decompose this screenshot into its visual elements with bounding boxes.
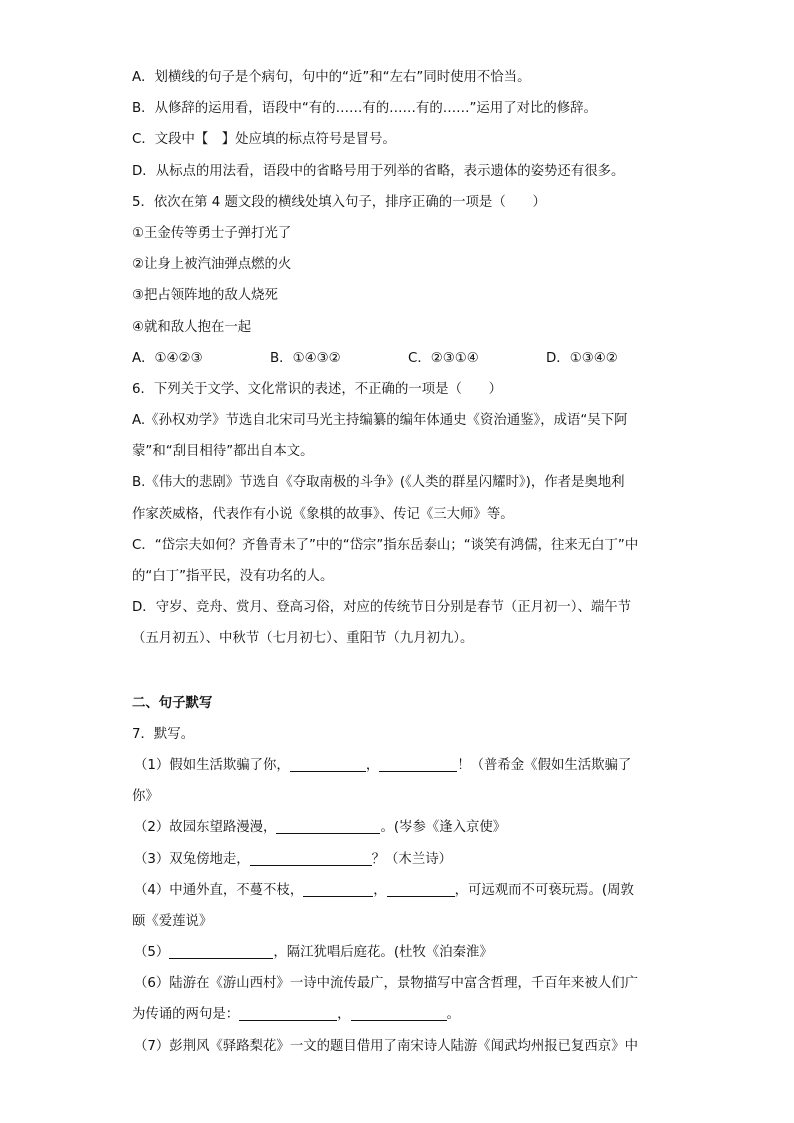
answer-blank[interactable] (276, 817, 380, 834)
q6-option-a-line2: 蒙”和“刮目相待”都出自本文。 (132, 444, 314, 460)
q7-s2-prefix: （2）故园东望路漫漫， (134, 820, 277, 836)
q5-option-d: D．①③④② (546, 350, 618, 366)
q5-item-2: ②让身上被汽油弹点燃的火 (132, 257, 292, 273)
q7-sentence-1-cont: 你》 (132, 789, 159, 805)
q6-option-d-line1: D．守岁、竞舟、赏月、登高习俗，对应的传统节日分别是春节（正月初一）、端午节 (132, 600, 632, 616)
q4-option-c: C．文段中【 】处应填的标点符号是冒号。 (132, 132, 396, 148)
q6-option-a-line1: A.《孙权劝学》节选自北宋司马光主持编纂的编年体通史《资治通鉴》，成语“吴下阿 (132, 413, 628, 429)
answer-blank[interactable] (351, 1004, 447, 1021)
q7-sentence-3 (132, 844, 662, 875)
answer-blank[interactable] (290, 755, 366, 772)
q7-sentence-6-line1: （6）陆游在《游山西村》一诗中流传最广，景物描写中富含哲理，千百年来被人们广 (134, 976, 638, 992)
q7-sentence-4 (132, 875, 662, 906)
q7-s6-suffix: 。 (446, 1007, 460, 1023)
q5-stem: 5．依次在第 4 题文段的横线处填入句子，排序正确的一项是（ ） (132, 194, 546, 210)
q7-s6-comma: ， (337, 1007, 351, 1023)
q7-s1-suffix: ！（普希金《假如生活欺骗了 (457, 757, 632, 773)
q5-option-a: A．①④②③ (132, 350, 203, 366)
q6-option-d-line2: （五月初五）、中秋节（七月初七）、重阳节（九月初九）。 (132, 631, 474, 647)
section-gap (132, 655, 662, 688)
q7-s6-prefix: 为传诵的两句是： (132, 1007, 240, 1023)
q6-option-c-line2: 的“白丁”指平民，没有功名的人。 (132, 569, 334, 584)
q5-option-b: B．①④③② (270, 350, 341, 366)
answer-blank[interactable] (250, 849, 372, 866)
q7-s4-prefix: （4）中通外直，不蔓不枝， (134, 882, 304, 898)
q7-stem: 7．默写。 (132, 726, 195, 742)
q4-option-d: D．从标点的用法看，语段中的省略号用于列举的省略，表示遗体的姿势还有很多。 (132, 163, 625, 179)
answer-blank[interactable] (379, 755, 457, 772)
q7-sentence-4-cont: 颐《爱莲说》 (132, 913, 213, 929)
q7-s5-prefix: （5） (134, 945, 170, 961)
q7-sentence-1 (132, 750, 662, 781)
answer-blank[interactable] (303, 880, 373, 897)
q7-s1-prefix: （1）假如生活欺骗了你， (134, 757, 290, 773)
q4-option-a: A．划横线的句子是个病句，句中的“近”和“左右”同时使用不恰当。 (132, 70, 531, 85)
q5-item-3: ③把占领阵地的敌人烧死 (132, 288, 278, 304)
q5-item-4: ④就和敌人抱在一起 (132, 319, 252, 335)
q7-s4-comma: ， (373, 882, 387, 898)
q6-option-c-line1: C．“岱宗夫如何？齐鲁青未了”中的“岱宗”指东岳泰山；“谈笑有鸿儒，往来无白丁”中 (132, 537, 639, 553)
q7-s4-suffix: ，可远观而不可亵玩焉。(周敦 (454, 882, 634, 898)
section-title: 二、句子默写 (132, 695, 213, 711)
q5-item-1: ①王金传等勇士子弹打光了 (132, 225, 292, 241)
q7-sentence-6-line2 (132, 999, 662, 1030)
q7-sentence-5 (132, 937, 662, 968)
q7-s2-suffix: 。(岑参《逢入京使》 (380, 820, 507, 836)
q7-s3-suffix: ？（木兰诗） (371, 851, 452, 867)
q6-stem: 6．下列关于文学、文化常识的表述，不正确的一项是（ ） (132, 381, 503, 397)
q5-option-c: C．②③①④ (408, 350, 479, 366)
q7-s3-prefix: （3）双兔傍地走， (134, 851, 250, 867)
q6-option-b-line1: B.《伟大的悲剧》节选自《夺取南极的斗争》(《人类的群星闪耀时》)，作者是奥地利 (132, 475, 625, 491)
q7-s5-suffix: ，隔江犹唱后庭花。(杜牧《泊秦淮》 (273, 945, 493, 961)
answer-blank[interactable] (239, 1004, 337, 1021)
q5-options (132, 343, 662, 374)
q6-option-b-line2: 作家茨威格，代表作有小说《象棋的故事》、传记《三大师》等。 (132, 506, 514, 522)
q7-s1-comma: ， (365, 757, 380, 773)
q4-option-b: B．从修辞的运用看，语段中“有的……有的……有的……”运用了对比的修辞。 (132, 101, 597, 117)
answer-blank[interactable] (387, 880, 455, 897)
q7-sentence-2 (132, 812, 662, 843)
answer-blank[interactable] (169, 942, 273, 959)
q7-sentence-7-line1: （7）彭荆风《驿路梨花》一文的题目借用了南宋诗人陆游《闻武均州报已复西京》中 (134, 1038, 638, 1054)
